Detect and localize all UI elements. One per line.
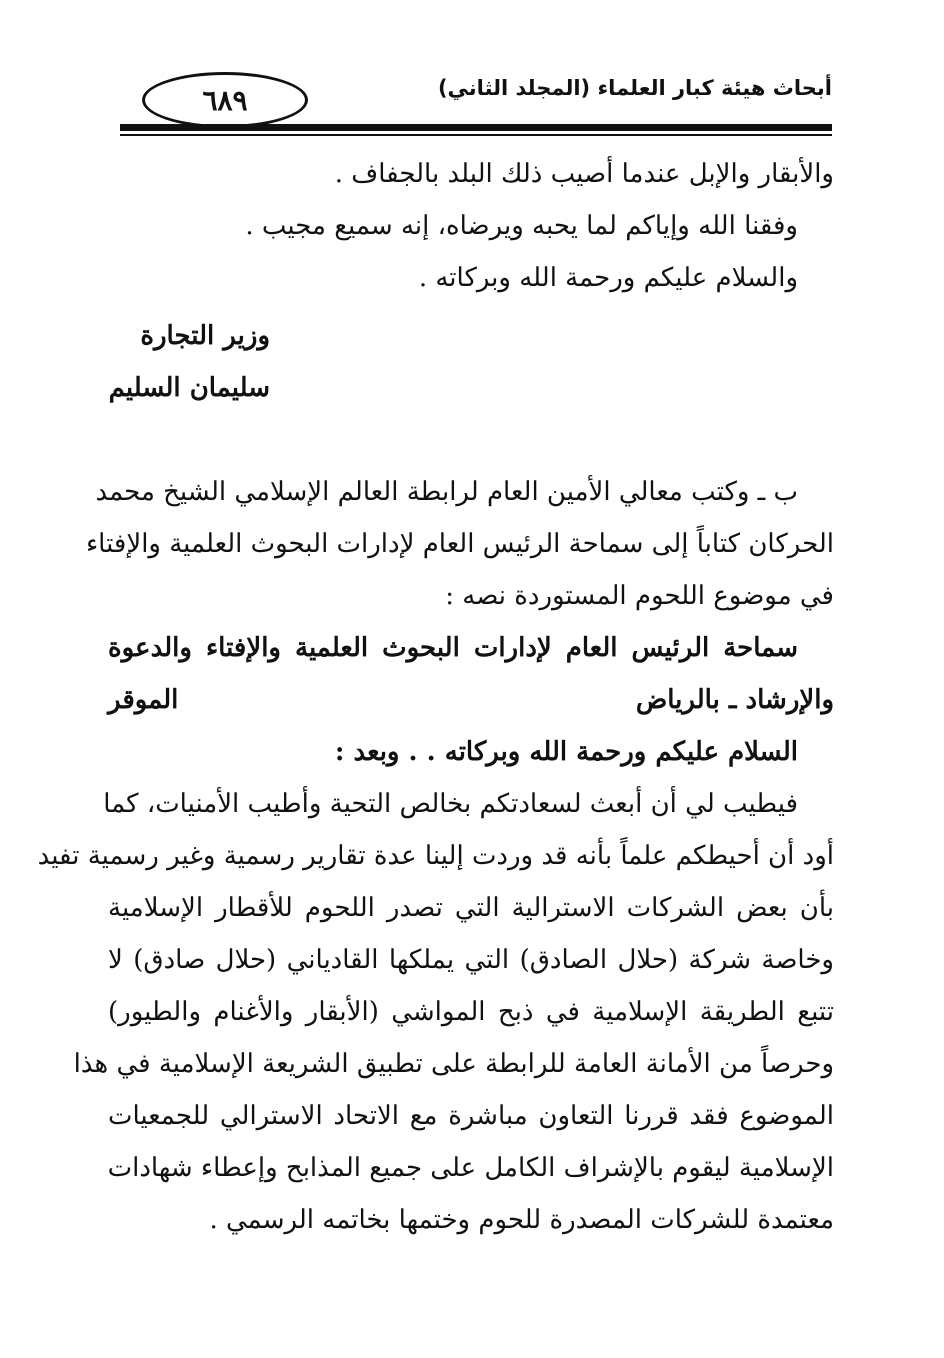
text-line: في موضوع اللحوم المستوردة نصه : [445,581,834,611]
intro-paragraph [85,466,834,622]
text-line: ب ـ وكتب معالي الأمين العام لرابطة العالم الإسلامي الشيخ محمد [95,477,798,507]
text-line: بأن بعض الشركات الاسترالية التي تصدر اللحوم للأقطار الإسلامية [108,893,834,923]
text-line: فيطيب لي أن أبعث لسعادتكم بخالص التحية وأطيب الأمنيات، كما [103,789,798,819]
closing-paragraph [108,148,834,304]
signature-name: سليمان السليم [108,373,270,403]
text-line: وخاصة شركة (حلال الصادق) التي يملكها القادياني (حلال صادق) لا [108,945,834,975]
text-line: الإسلامية ليقوم بالإشراف الكامل على جميع المذابح وإعطاء شهادات [107,1153,834,1183]
address-city: والإرشاد ـ بالرياض [635,685,834,715]
signature-title: وزير التجارة [140,321,270,351]
text-line: والأبقار والإبل عندما أصيب ذلك البلد بالجفاف . [334,159,834,189]
text-line: الحركان كتاباً إلى سماحة الرئيس العام لإدارات البحوث العلمية والإفتاء [85,529,834,559]
page-number: ٦٨٩ [142,72,308,128]
text-line: تتبع الطريقة الإسلامية في ذبح المواشي (الأبقار والأغنام والطيور) [108,997,834,1027]
header-rule-thin [120,134,832,136]
text-line: معتمدة للشركات المصدرة للحوم وختمها بخاتمه الرسمي . [209,1205,834,1235]
address-line: سماحة الرئيس العام لإدارات البحوث العلمية والإفتاء والدعوة [108,633,798,663]
running-title: أبحاث هيئة كبار العلماء (المجلد الثاني) [437,76,832,100]
address-line [108,674,834,726]
letter-body [37,778,834,1246]
text-line: الموضوع فقد قررنا التعاون مباشرة مع الاتحاد الاسترالي للجمعيات [108,1101,834,1131]
signature-block [90,310,270,414]
letter-address [108,622,834,778]
text-line: وفقنا الله وإياكم لما يحبه ويرضاه، إنه سميع مجيب . [245,211,798,241]
greeting: السلام عليكم ورحمة الله وبركاته . . وبعد : [334,737,798,767]
header-rule-thick [120,124,832,131]
text-line: والسلام عليكم ورحمة الله وبركاته . [418,263,798,293]
address-honorific: الموقر [108,685,179,715]
text-line: أود أن أحيطكم علماً بأنه قد وردت إلينا عدة تقارير رسمية وغير رسمية تفيد [37,841,834,871]
text-line: وحرصاً من الأمانة العامة للرابطة على تطبيق الشريعة الإسلامية في هذا [73,1049,834,1079]
